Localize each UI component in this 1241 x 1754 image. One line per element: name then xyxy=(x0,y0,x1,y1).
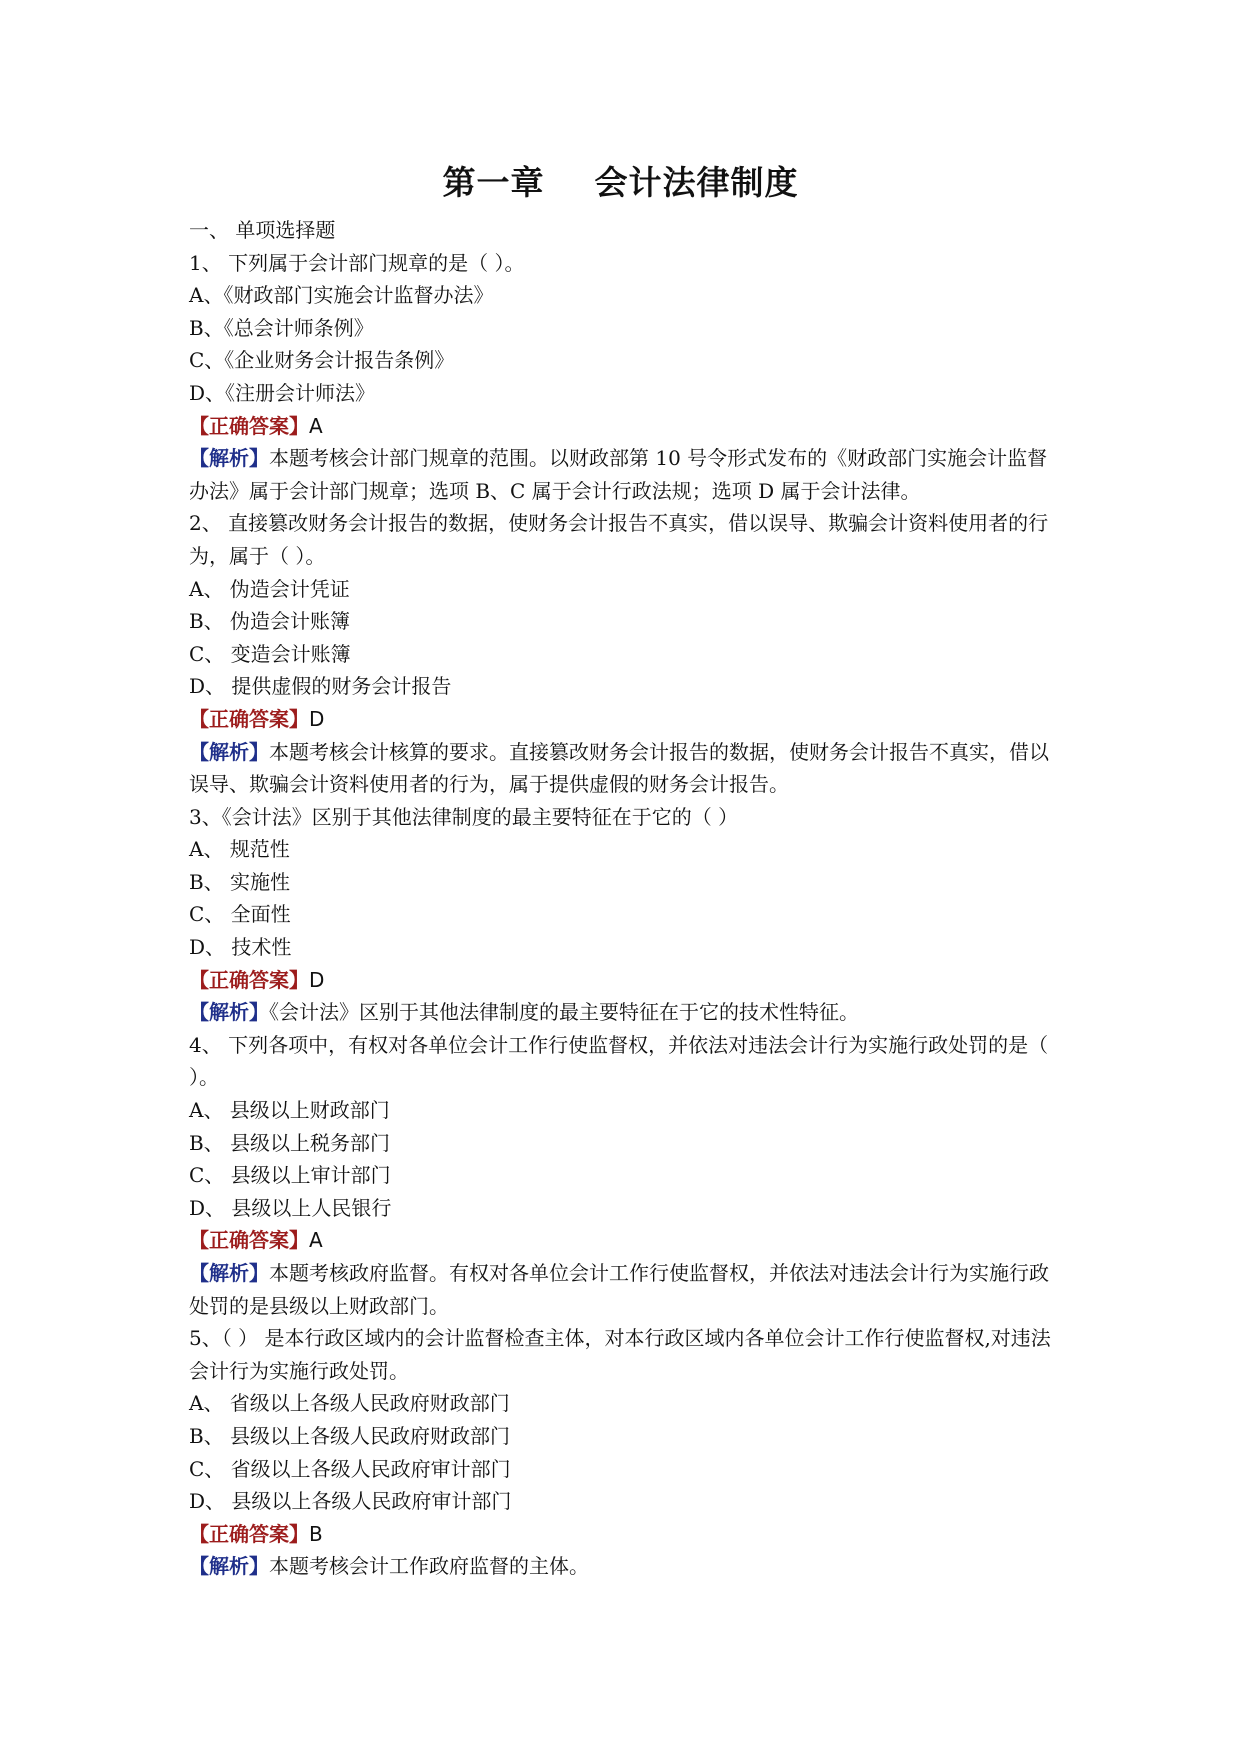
answer-value: A xyxy=(309,413,323,438)
answer-value: D xyxy=(309,967,325,992)
option-d: D、 提供虚假的财务会计报告 xyxy=(189,674,452,699)
analysis-tag: 【解析】 xyxy=(189,739,269,764)
question-stem: 3、《会计法》区别于其他法律制度的最主要特征在于它的（ ） xyxy=(189,804,739,829)
answer-tag: 【正确答案】 xyxy=(189,967,309,992)
answer-value: A xyxy=(309,1228,323,1253)
page-title: 第一章 会计法律制度 xyxy=(442,163,799,202)
option-c: C、《企业财务会计报告条例》 xyxy=(189,348,455,373)
answer-tag: 【正确答案】 xyxy=(189,1228,309,1253)
analysis-line xyxy=(189,442,1064,507)
option-b: B、 县级以上税务部门 xyxy=(189,1130,391,1155)
answer-line xyxy=(189,964,1064,997)
answer-line xyxy=(189,1224,1064,1257)
analysis-text: 《会计法》区别于其他法律制度的最主要特征在于它的技术性特征。 xyxy=(269,1000,859,1025)
analysis-text: 本题考核会计核算的要求。直接篡改财务会计报告的数据，使财务会计报告不真实，借以误导、欺骗会计资料使用者的行为，属于提供虚假的财务会计报告。 xyxy=(189,739,1049,797)
option-c: C、 省级以上各级人民政府审计部门 xyxy=(189,1456,511,1481)
analysis-line xyxy=(189,736,1064,801)
question-block xyxy=(189,247,1064,508)
document-body xyxy=(189,214,1064,1583)
analysis-tag: 【解析】 xyxy=(189,1261,269,1285)
option-a: A、《财政部门实施会计监督办法》 xyxy=(189,283,494,308)
option-d: D、 县级以上各级人民政府审计部门 xyxy=(189,1489,512,1514)
option-b: B、 县级以上各级人民政府财政部门 xyxy=(189,1423,511,1448)
answer-tag: 【正确答案】 xyxy=(189,413,309,438)
question-stem: 2、 直接篡改财务会计报告的数据，使财务会计报告不真实，借以误导、欺骗会计资料使用者的行为，属于（ ）。 xyxy=(189,511,1049,568)
answer-line xyxy=(189,703,1064,736)
answer-line xyxy=(189,1518,1064,1551)
option-c: C、 全面性 xyxy=(189,902,291,927)
answer-value: D xyxy=(309,706,325,731)
option-d: D、 县级以上人民银行 xyxy=(189,1195,392,1220)
option-a: A、 省级以上各级人民政府财政部门 xyxy=(189,1391,510,1416)
answer-tag: 【正确答案】 xyxy=(189,706,309,731)
analysis-line xyxy=(189,1257,1064,1322)
analysis-line xyxy=(189,996,1064,1029)
question-stem: 4、 下列各项中，有权对各单位会计工作行使监督权，并依法对违法会计行为实施行政处罚的是（ ）。 xyxy=(189,1032,1049,1090)
answer-value: B xyxy=(309,1521,323,1546)
analysis-tag: 【解析】 xyxy=(189,446,269,471)
option-d: D、 技术性 xyxy=(189,935,292,960)
option-d: D、《注册会计师法》 xyxy=(189,380,376,405)
question-stem: 5、（ ） 是本行政区域内的会计监督检查主体，对本行政区域内各单位会计工作行使监督权,对违法会计行为实施行政处罚。 xyxy=(189,1326,1051,1383)
answer-line xyxy=(189,410,1064,443)
option-c: C、 变造会计账簿 xyxy=(189,641,351,666)
analysis-text: 本题考核会计工作政府监督的主体。 xyxy=(269,1554,589,1579)
option-a: A、 县级以上财政部门 xyxy=(189,1098,390,1123)
question-block xyxy=(189,1322,1064,1583)
analysis-text: 本题考核政府监督。有权对各单位会计工作行使监督权，并依法对违法会计行为实施行政处罚的是县级以上财政部门。 xyxy=(189,1261,1049,1318)
option-a: A、 伪造会计凭证 xyxy=(189,576,350,601)
option-b: B、 实施性 xyxy=(189,869,291,894)
question-block xyxy=(189,507,1064,800)
section-heading: 一、 单项选择题 xyxy=(189,218,336,242)
analysis-line xyxy=(189,1550,1064,1583)
analysis-text: 本题考核会计部门规章的范围。以财政部第 10 号令形式发布的《财政部门实施会计监督办法》属于会计部门规章；选项 B、C 属于会计行政法规；选项 D 属于会计法律。 xyxy=(189,446,1048,503)
option-b: B、《总会计师条例》 xyxy=(189,315,374,340)
question-block xyxy=(189,1029,1064,1322)
option-b: B、 伪造会计账簿 xyxy=(189,609,351,634)
analysis-tag: 【解析】 xyxy=(189,1000,269,1025)
analysis-tag: 【解析】 xyxy=(189,1554,269,1579)
option-c: C、 县级以上审计部门 xyxy=(189,1163,391,1188)
option-a: A、 规范性 xyxy=(189,837,290,862)
answer-tag: 【正确答案】 xyxy=(189,1521,309,1546)
question-stem: 1、 下列属于会计部门规章的是（ ）。 xyxy=(189,250,525,275)
question-block xyxy=(189,801,1064,1029)
